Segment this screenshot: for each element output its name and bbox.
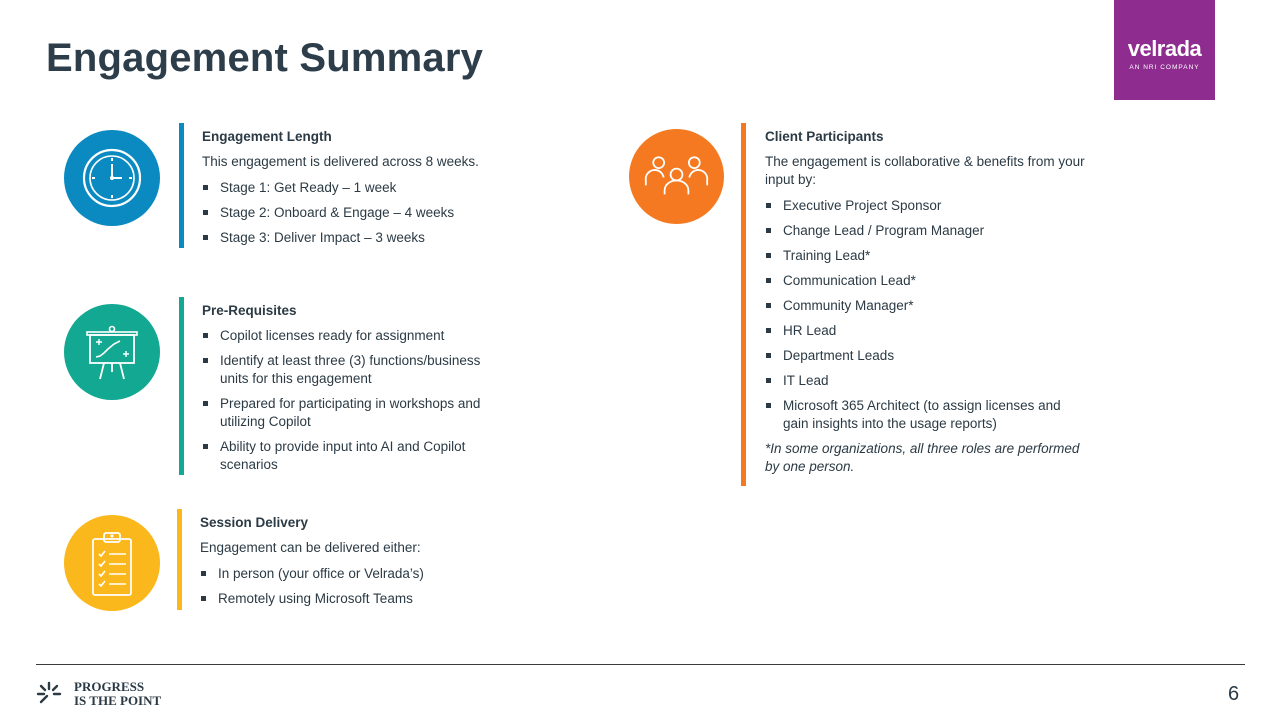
footnote: *In some organizations, all three roles are performed by one person. (765, 441, 1080, 474)
list-item: Department Leads (765, 347, 1085, 365)
logo-tagline: AN NRI COMPANY (1129, 64, 1200, 71)
velrada-logo (1114, 0, 1215, 100)
teal-accent-bar (179, 297, 184, 475)
logo-wordmark: velrada (1127, 36, 1202, 61)
section-heading: Client Participants (765, 129, 884, 144)
client-participants-section (765, 128, 1085, 476)
list-item: Prepared for participating in workshops and utilizing Copilot (202, 395, 502, 431)
presentation-board-icon (64, 304, 160, 400)
section-heading: Engagement Length (202, 129, 332, 144)
list-item: Training Lead* (765, 247, 1085, 265)
brand-line-2: IS THE POINT (74, 693, 162, 708)
section-intro: Engagement can be delivered either: (200, 540, 421, 555)
sparkle-logo-icon (36, 681, 62, 707)
list-item: Community Manager* (765, 297, 1085, 315)
prerequisites-section (202, 302, 502, 481)
list-item: HR Lead (765, 322, 1085, 340)
clipboard-checklist-icon (64, 515, 160, 611)
list-item: Stage 2: Onboard & Engage – 4 weeks (202, 204, 502, 222)
list-item: Identify at least three (3) functions/business units for this engagement (202, 352, 502, 388)
brand-tagline (74, 680, 161, 708)
list-item: Change Lead / Program Manager (765, 222, 1085, 240)
clock-icon (64, 130, 160, 226)
list-item: Communication Lead* (765, 272, 1085, 290)
list-item: In person (your office or Velrada’s) (200, 565, 500, 583)
list-item: Stage 3: Deliver Impact – 3 weeks (202, 229, 502, 247)
list-item: Ability to provide input into AI and Copilot scenarios (202, 438, 502, 474)
engagement-length-section (202, 128, 502, 254)
section-heading: Pre-Requisites (202, 303, 297, 318)
section-intro: The engagement is collaborative & benefits from your input by: (765, 154, 1085, 187)
orange-accent-bar (741, 123, 746, 486)
footer-divider (36, 664, 1245, 665)
page-number: 6 (1228, 683, 1240, 705)
list-item: Microsoft 365 Architect (to assign licenses and gain insights into the usage reports) (765, 397, 1085, 433)
list-item: Remotely using Microsoft Teams (200, 590, 500, 608)
yellow-accent-bar (177, 509, 182, 610)
people-group-icon (629, 129, 724, 224)
section-intro: This engagement is delivered across 8 weeks. (202, 154, 479, 169)
page-title: Engagement Summary (46, 36, 484, 80)
list-item: IT Lead (765, 372, 1085, 390)
brand-line-1: PROGRESS (74, 679, 145, 694)
section-heading: Session Delivery (200, 515, 309, 530)
list-item: Executive Project Sponsor (765, 197, 1085, 215)
session-delivery-section (200, 514, 500, 615)
list-item: Stage 1: Get Ready – 1 week (202, 179, 502, 197)
blue-accent-bar (179, 123, 184, 248)
list-item: Copilot licenses ready for assignment (202, 327, 502, 345)
